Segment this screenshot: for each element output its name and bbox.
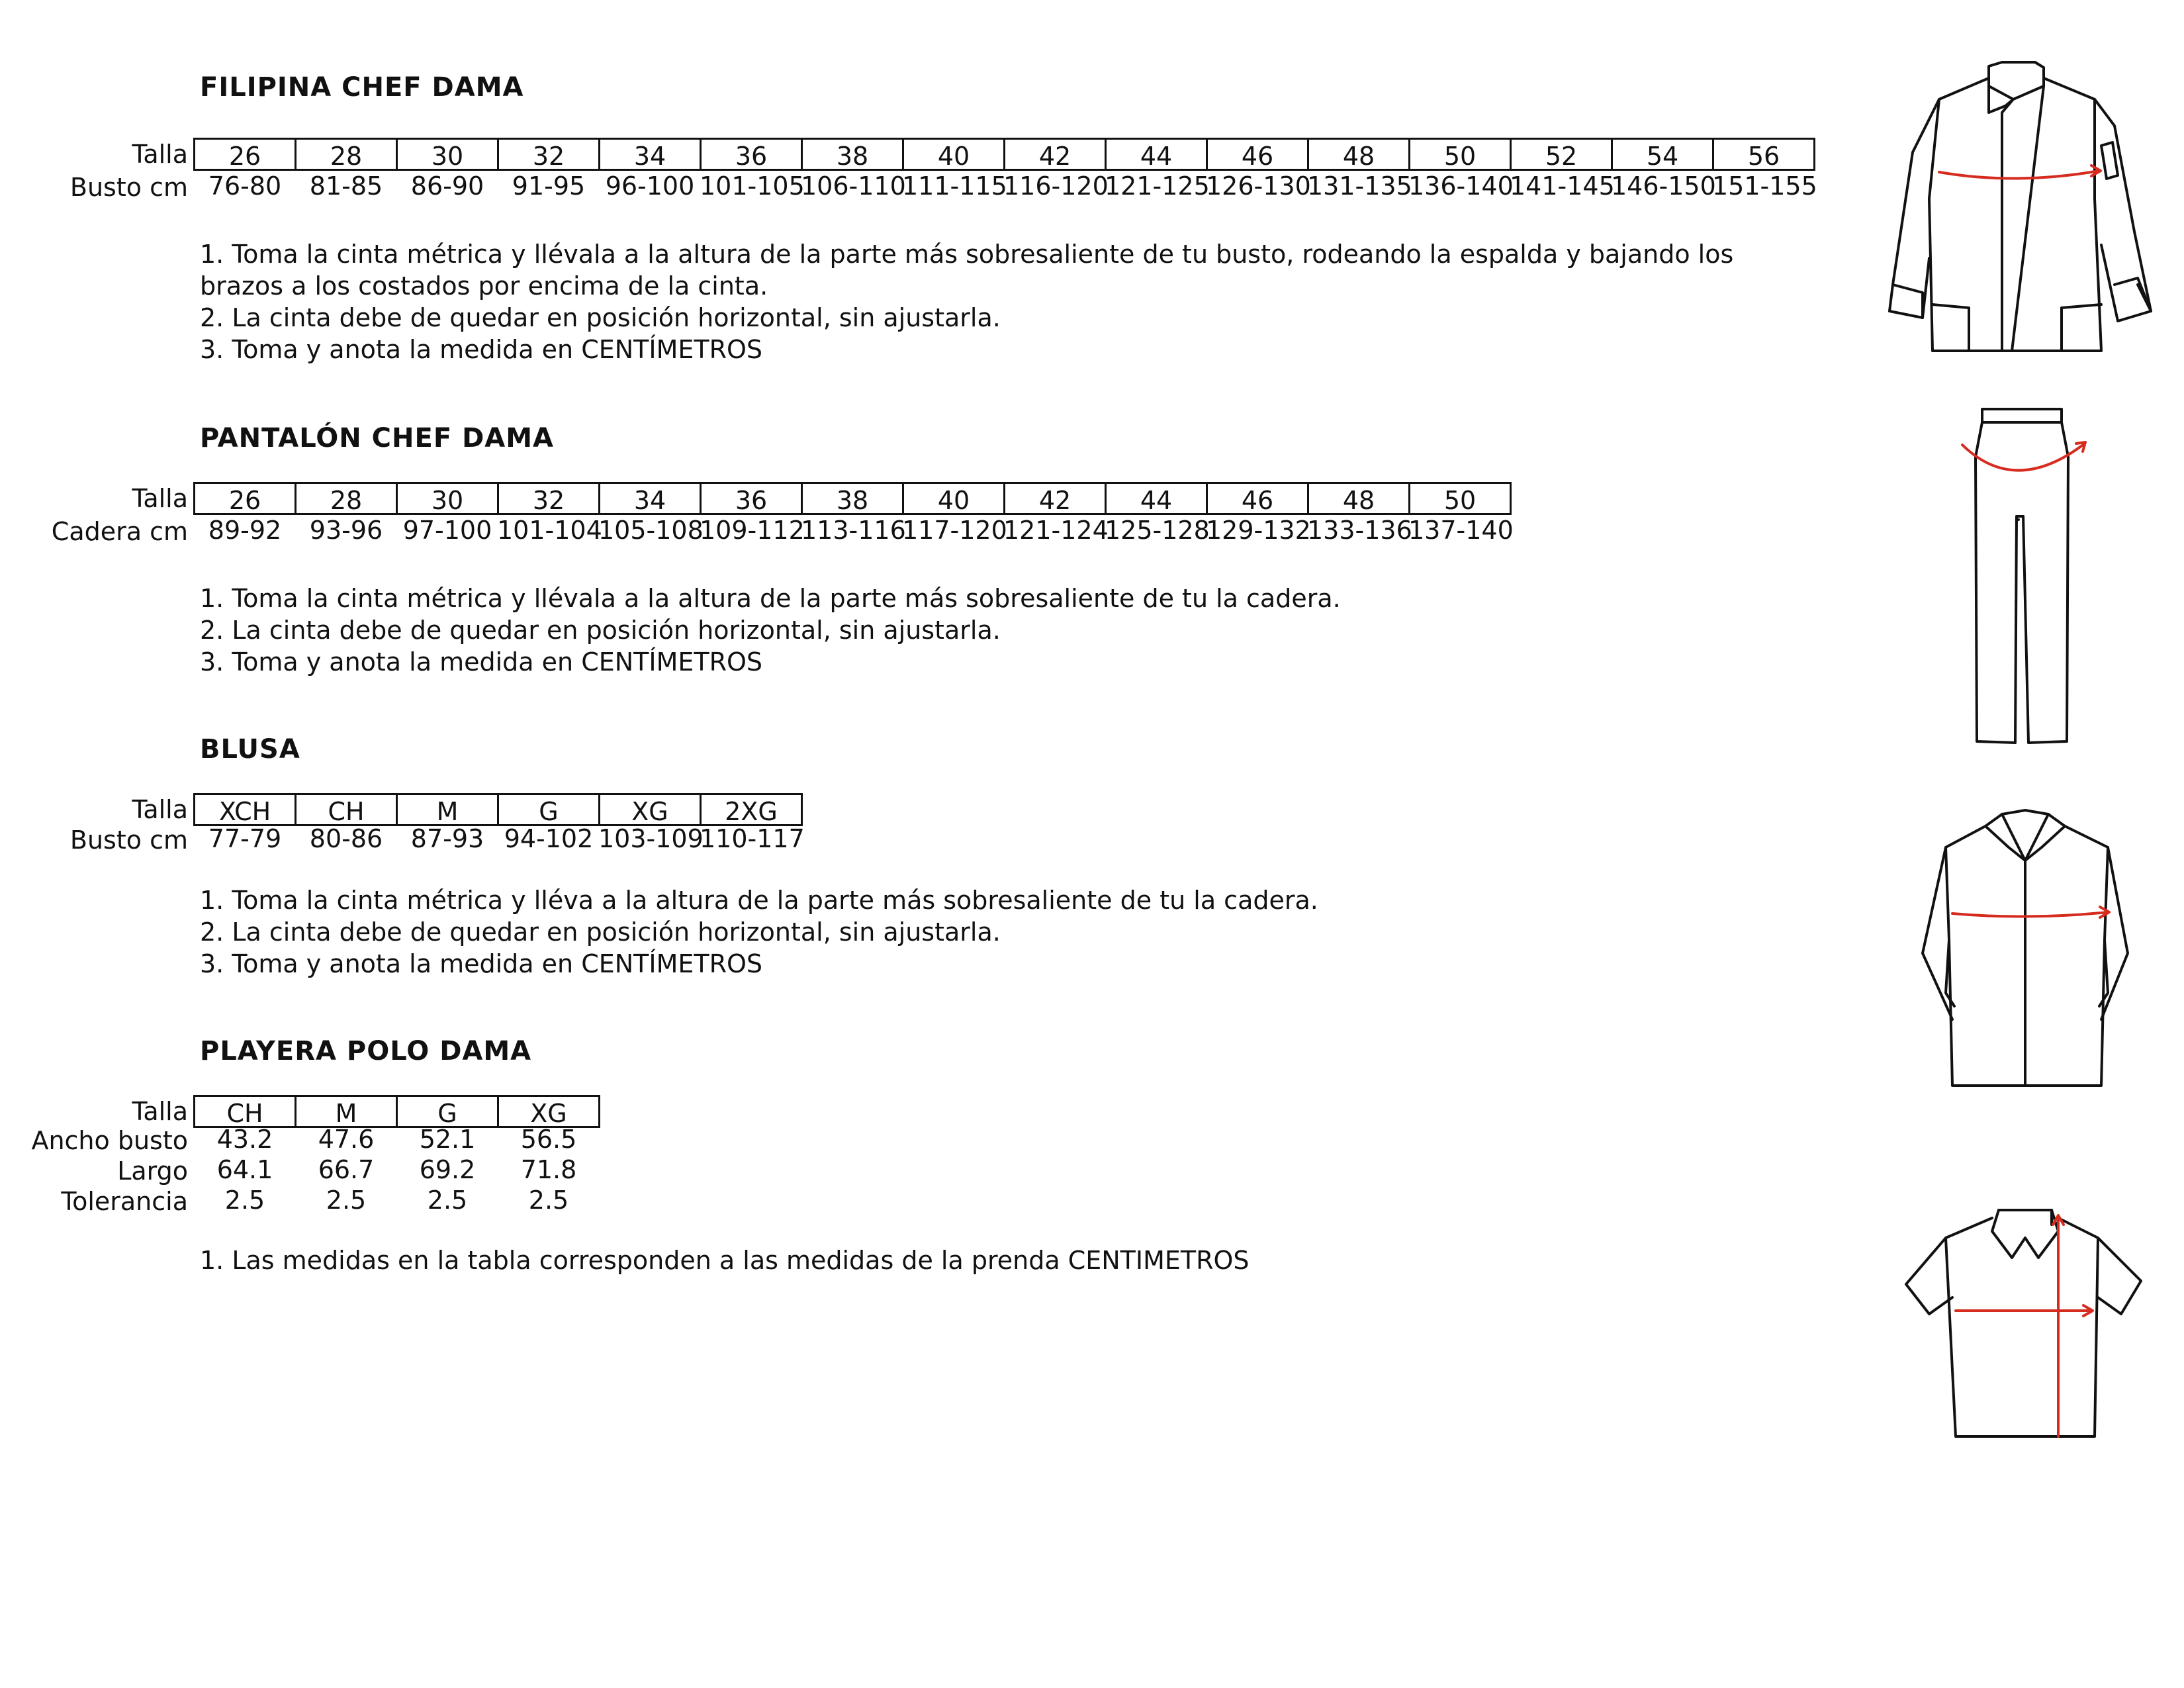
- value-cell: 110-117: [700, 824, 805, 853]
- talla-cell: 56: [1712, 138, 1815, 171]
- chef-jacket-illustration: [1873, 60, 2177, 357]
- talla-cell: 30: [396, 482, 499, 515]
- talla-cell: 2XG: [700, 793, 803, 826]
- row-label: Largo: [117, 1156, 188, 1186]
- value-cell: 105-108: [598, 516, 704, 545]
- value-cell: 133-136: [1307, 516, 1412, 545]
- value-cell: 121-125: [1105, 171, 1210, 201]
- talla-cell: 36: [700, 138, 803, 171]
- instruction-line: 3. Toma y anota la medida en CENTÍMETROS: [200, 949, 763, 978]
- value-cell: 151-155: [1712, 171, 1817, 201]
- value-cell: 64.1: [216, 1155, 273, 1184]
- chef-pants-illustration: [1949, 404, 2095, 755]
- instruction-line: 2. La cinta debe de quedar en posición horizontal, sin ajustarla.: [200, 616, 1001, 645]
- talla-cell: 50: [1408, 482, 1512, 515]
- busto-cells: [193, 171, 1815, 204]
- value-cell: 136-140: [1408, 171, 1514, 201]
- talla-cell: 42: [1003, 482, 1107, 515]
- value-cell: 97-100: [402, 516, 492, 545]
- talla-cell: G: [497, 793, 600, 826]
- value-cell: 141-145: [1510, 171, 1615, 201]
- talla-cell: 40: [902, 482, 1005, 515]
- row-label: Tolerancia: [61, 1187, 188, 1216]
- ancho-cells: [193, 1124, 600, 1157]
- polo-shirt-illustration: [1893, 1205, 2158, 1443]
- talla-cell: 30: [396, 138, 499, 171]
- value-cell: 52.1: [419, 1125, 476, 1154]
- talla-cell: CH: [193, 1095, 296, 1128]
- row-label: Talla: [132, 795, 188, 824]
- value-cell: 47.6: [318, 1125, 375, 1154]
- instructions-pantalon: [200, 583, 1775, 678]
- section-title-filipina: FILIPINA CHEF DAMA: [200, 72, 524, 103]
- value-cell: 101-105: [700, 171, 805, 201]
- largo-cells: [193, 1154, 600, 1188]
- talla-cell: 34: [598, 138, 702, 171]
- instructions-filipina: [200, 238, 1775, 365]
- value-cell: 117-120: [902, 516, 1007, 545]
- blouse-illustration: [1909, 808, 2141, 1092]
- value-cell: 2.5: [528, 1186, 569, 1215]
- talla-cell: M: [295, 1095, 398, 1128]
- talla-cell: XCH: [193, 793, 296, 826]
- value-cell: 80-86: [309, 824, 383, 853]
- value-cell: 2.5: [326, 1186, 367, 1215]
- value-cell: 103-109: [598, 824, 704, 853]
- talla-cell: 28: [295, 138, 398, 171]
- value-cell: 125-128: [1105, 516, 1210, 545]
- value-cell: 66.7: [318, 1155, 375, 1184]
- talla-cell: 50: [1408, 138, 1512, 171]
- talla-cells: [193, 138, 1815, 171]
- talla-cell: 32: [497, 482, 600, 515]
- section-title-pantalon: PANTALÓN CHEF DAMA: [200, 423, 555, 453]
- talla-cells: [193, 793, 803, 826]
- instruction-line: 2. La cinta debe de quedar en posición horizontal, sin ajustarla.: [200, 303, 1001, 332]
- row-label: Busto cm: [69, 173, 188, 202]
- talla-cell: 40: [902, 138, 1005, 171]
- value-cell: 126-130: [1206, 171, 1311, 201]
- value-cell: 131-135: [1307, 171, 1412, 201]
- value-cell: 94-102: [504, 824, 594, 853]
- value-cell: 86-90: [410, 171, 484, 201]
- talla-cell: 38: [801, 138, 904, 171]
- value-cell: 87-93: [410, 824, 484, 853]
- instruction-line: 3. Toma y anota la medida en CENTÍMETROS: [200, 647, 763, 677]
- talla-cell: 26: [193, 482, 296, 515]
- row-label: Talla: [132, 140, 188, 169]
- talla-cell: G: [396, 1095, 499, 1128]
- value-cell: 121-124: [1003, 516, 1109, 545]
- value-cell: 91-95: [512, 171, 586, 201]
- value-cell: 43.2: [216, 1125, 273, 1154]
- section-title-blusa: BLUSA: [200, 734, 300, 765]
- instruction-line: 3. Toma y anota la medida en CENTÍMETROS: [200, 335, 763, 364]
- talla-cell: 26: [193, 138, 296, 171]
- instruction-line: brazos a los costados por encima de la cinta.: [200, 271, 768, 301]
- value-cell: 129-132: [1206, 516, 1311, 545]
- value-cell: 77-79: [208, 824, 282, 853]
- talla-cell: 52: [1510, 138, 1613, 171]
- row-label: Cadera cm: [51, 517, 188, 546]
- talla-cell: 38: [801, 482, 904, 515]
- value-cell: 101-104: [497, 516, 602, 545]
- value-cell: 89-92: [208, 516, 282, 545]
- value-cell: 96-100: [605, 171, 695, 201]
- value-cell: 109-112: [700, 516, 805, 545]
- value-cell: 93-96: [309, 516, 383, 545]
- instruction-line: 1. Toma la cinta métrica y llévala a la altura de la parte más sobresaliente de tu busto, rodeando la espalda y bajando los: [200, 240, 1734, 269]
- talla-cell: 32: [497, 138, 600, 171]
- instruction-line: 1. Toma la cinta métrica y lléva a la altura de la parte más sobresaliente de tu la cadera.: [200, 886, 1318, 915]
- talla-cell: 46: [1206, 138, 1309, 171]
- talla-cell: XG: [598, 793, 702, 826]
- talla-cell: XG: [497, 1095, 600, 1128]
- instructions-blusa: [200, 884, 1775, 980]
- cadera-cells: [193, 515, 1512, 548]
- talla-cell: M: [396, 793, 499, 826]
- value-cell: 69.2: [419, 1155, 476, 1184]
- section-title-polo: PLAYERA POLO DAMA: [200, 1036, 532, 1066]
- row-label: Ancho busto: [31, 1126, 188, 1155]
- talla-cell: 44: [1105, 482, 1208, 515]
- row-label: Talla: [132, 1097, 188, 1126]
- talla-cell: 36: [700, 482, 803, 515]
- value-cell: 113-116: [801, 516, 906, 545]
- talla-cell: 48: [1307, 482, 1410, 515]
- talla-cells: [193, 482, 1512, 515]
- tolerancia-cells: [193, 1185, 600, 1218]
- talla-cells: [193, 1095, 600, 1128]
- talla-cell: 42: [1003, 138, 1107, 171]
- talla-cell: 48: [1307, 138, 1410, 171]
- value-cell: 2.5: [224, 1186, 265, 1215]
- value-cell: 146-150: [1611, 171, 1716, 201]
- value-cell: 111-115: [902, 171, 1007, 201]
- value-cell: 81-85: [309, 171, 383, 201]
- busto-cells: [193, 823, 803, 857]
- talla-cell: 34: [598, 482, 702, 515]
- row-label: Talla: [132, 484, 188, 513]
- value-cell: 116-120: [1003, 171, 1109, 201]
- talla-cell: 44: [1105, 138, 1208, 171]
- value-cell: 137-140: [1408, 516, 1514, 545]
- talla-cell: 46: [1206, 482, 1309, 515]
- value-cell: 76-80: [208, 171, 282, 201]
- talla-cell: 54: [1611, 138, 1714, 171]
- instruction-line: 2. La cinta debe de quedar en posición horizontal, sin ajustarla.: [200, 917, 1001, 947]
- instruction-line: 1. Las medidas en la tabla corresponden a las medidas de la prenda CENTIMETROS: [200, 1246, 1250, 1275]
- value-cell: 56.5: [520, 1125, 577, 1154]
- instruction-line: 1. Toma la cinta métrica y llévala a la altura de la parte más sobresaliente de tu la cadera.: [200, 584, 1341, 613]
- row-label: Busto cm: [69, 825, 188, 855]
- value-cell: 2.5: [427, 1186, 468, 1215]
- value-cell: 71.8: [520, 1155, 577, 1184]
- talla-cell: 28: [295, 482, 398, 515]
- value-cell: 106-110: [801, 171, 906, 201]
- talla-cell: CH: [295, 793, 398, 826]
- instructions-polo: [200, 1244, 1775, 1276]
